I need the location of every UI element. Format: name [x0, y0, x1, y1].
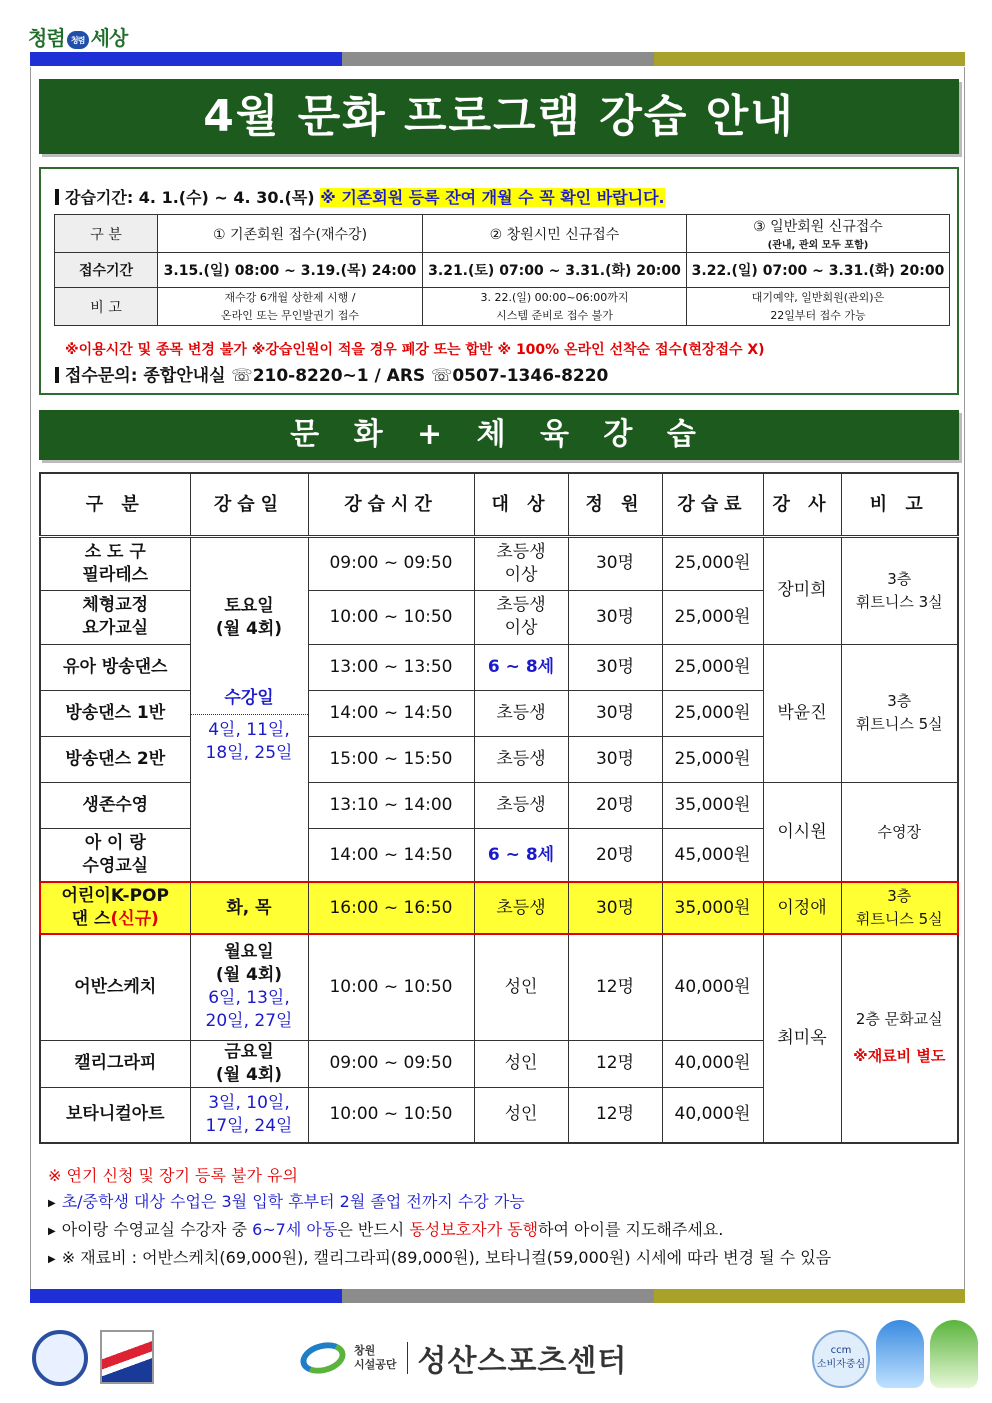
program-name: 방송댄스 1반 — [40, 690, 190, 736]
top-color-stripe — [30, 52, 965, 66]
program-capacity: 12명 — [568, 1087, 662, 1143]
program-fee: 25,000원 — [662, 690, 763, 736]
program-fee: 25,000원 — [662, 644, 763, 690]
mascot-logos — [812, 1320, 978, 1388]
program-target: 초등생 — [474, 690, 568, 736]
page-title: 4월 문화 프로그램 강습 안내 — [39, 79, 959, 154]
program-fee: 40,000원 — [662, 1040, 763, 1087]
contact-line: 접수문의: 종합안내실 ☏210-8220~1 / ARS ☏0507-1346-8220 — [55, 361, 608, 386]
program-fee: 35,000원 — [662, 882, 763, 934]
program-name: 체형교정 요가교실 — [40, 590, 190, 644]
program-target: 6 ~ 8세 — [474, 644, 568, 690]
program-name: 소 도 구 필라테스 — [40, 536, 190, 590]
table-row — [40, 934, 958, 1040]
program-name: 어린이K-POP 댄 스(신규) — [40, 882, 190, 934]
program-time: 15:00 ~ 15:50 — [308, 736, 474, 782]
registration-info-box — [39, 167, 959, 395]
reg-period-existing: 3.15.(일) 08:00 ~ 3.19.(목) 24:00 — [158, 253, 423, 288]
program-time: 10:00 ~ 10:50 — [308, 934, 474, 1040]
program-time: 16:00 ~ 16:50 — [308, 882, 474, 934]
reg-period-citizen: 3.21.(토) 07:00 ~ 3.31.(화) 20:00 — [423, 253, 687, 288]
program-day-friday-dates: 3일, 10일, 17일, 24일 — [190, 1087, 308, 1143]
green-mascot-icon — [930, 1320, 978, 1388]
reg-header-existing: ① 기존회원 접수(재수강) — [158, 215, 423, 253]
program-fee: 45,000원 — [662, 828, 763, 882]
blue-mascot-icon — [876, 1320, 924, 1388]
note-1: ※ 연기 신청 및 장기 등록 불가 유의 — [48, 1166, 298, 1185]
reg-header-general: ③ 일반회원 신규접수 (관내, 관외 모두 포함) — [687, 215, 950, 253]
program-teacher: 박윤진 — [763, 644, 841, 782]
corp-name: 창원 시설공단 — [354, 1344, 397, 1371]
brand-logo: 청렴 청렴 세상 — [28, 26, 128, 50]
program-capacity: 12명 — [568, 934, 662, 1040]
certification-logos — [32, 1330, 154, 1386]
warning-line: ※이용시간 및 종목 변경 불가 ※강습인원이 적을 경우 폐강 또는 합반 ※ 100% 온라인 선착순 접수(현장접수 X) — [65, 342, 765, 358]
program-teacher: 이정애 — [763, 882, 841, 934]
note-4: ▶ ※ 재료비 : 어반스케치(69,000원), 캘리그라피(89,000원), 보타니컬(59,000원) 시세에 따라 변경 될 수 있음 — [48, 1248, 832, 1267]
program-name: 아 이 랑 수영교실 — [40, 828, 190, 882]
col-header-day: 강습일 — [190, 473, 308, 536]
ccm-badge-icon: ccm 소비자중심 — [812, 1330, 870, 1388]
reg-period-general: 3.22.(일) 07:00 ~ 3.31.(화) 20:00 — [687, 253, 950, 288]
program-note: 2층 문화교실 ※재료비 별도 — [841, 934, 958, 1143]
table-row-highlighted — [40, 882, 958, 934]
program-time: 13:10 ~ 14:00 — [308, 782, 474, 828]
reg-note-general: 대기예약, 일반회원(관외)은 22일부터 접수 가능 — [687, 288, 950, 326]
program-capacity: 30명 — [568, 690, 662, 736]
program-target: 초등생 — [474, 882, 568, 934]
period-notice: ※ 기존회원 등록 잔여 개월 수 꼭 확인 바랍니다. — [320, 188, 665, 207]
program-teacher: 장미희 — [763, 536, 841, 644]
certification-flag-icon — [100, 1330, 154, 1384]
program-table — [39, 472, 959, 1144]
registration-table — [54, 214, 950, 326]
program-note: 수영장 — [841, 782, 958, 882]
program-day-friday: 금요일 (월 4회) — [190, 1040, 308, 1087]
section-title: 문 화 + 체 육 강 습 — [39, 410, 959, 460]
bottom-color-stripe — [30, 1289, 965, 1303]
program-note: 3층 휘트니스 5실 — [841, 644, 958, 782]
program-capacity: 30명 — [568, 736, 662, 782]
reg-note-label: 비 고 — [55, 288, 158, 326]
center-logo — [300, 1335, 630, 1381]
note-3: ▶ 아이랑 수영교실 수강자 중 6~7세 아동은 반드시 동성보호자가 동행하여 아이를 지도해주세요. — [48, 1220, 724, 1239]
reg-period-label: 접수기간 — [55, 253, 158, 288]
program-fee: 25,000원 — [662, 736, 763, 782]
program-name: 방송댄스 2반 — [40, 736, 190, 782]
program-teacher: 최미옥 — [763, 934, 841, 1143]
reg-note-citizen: 3. 22.(일) 00:00~06:00까지 시스템 준비로 접수 불가 — [423, 288, 687, 326]
reg-note-existing: 재수강 6개월 상한제 시행 / 온라인 또는 무인발권기 접수 — [158, 288, 423, 326]
program-day-saturday: 토요일 (월 4회) 수강일 4일, 11일, 18일, 25일 — [190, 536, 308, 882]
table-row — [40, 644, 958, 690]
program-target: 성인 — [474, 1087, 568, 1143]
col-header-capacity: 정 원 — [568, 473, 662, 536]
col-header-target: 대 상 — [474, 473, 568, 536]
corp-swirl-icon — [297, 1338, 349, 1379]
program-fee: 40,000원 — [662, 1087, 763, 1143]
program-time: 10:00 ~ 10:50 — [308, 590, 474, 644]
program-time: 09:00 ~ 09:50 — [308, 1040, 474, 1087]
table-row — [40, 536, 958, 590]
col-header-time: 강습시간 — [308, 473, 474, 536]
program-target: 초등생 이상 — [474, 536, 568, 590]
program-name: 보타니컬아트 — [40, 1087, 190, 1143]
program-capacity: 30명 — [568, 536, 662, 590]
program-teacher: 이시원 — [763, 782, 841, 882]
program-fee: 35,000원 — [662, 782, 763, 828]
program-name: 캘리그라피 — [40, 1040, 190, 1087]
reg-header-citizen: ② 창원시민 신규접수 — [423, 215, 687, 253]
program-time: 13:00 ~ 13:50 — [308, 644, 474, 690]
program-target: 초등생 — [474, 736, 568, 782]
program-name: 유아 방송댄스 — [40, 644, 190, 690]
program-capacity: 30명 — [568, 882, 662, 934]
program-target: 성인 — [474, 934, 568, 1040]
program-target: 6 ~ 8세 — [474, 828, 568, 882]
col-header-fee: 강습료 — [662, 473, 763, 536]
program-day-monday: 월요일 (월 4회) 6일, 13일, 20일, 27일 — [190, 934, 308, 1040]
program-time: 10:00 ~ 10:50 — [308, 1087, 474, 1143]
program-note: 3층 휘트니스 5실 — [841, 882, 958, 934]
col-header-category: 구 분 — [40, 473, 190, 536]
program-name: 생존수영 — [40, 782, 190, 828]
note-2: ▶ 초/중학생 대상 수업은 3월 입학 후부터 2월 졸업 전까지 수강 가능 — [48, 1192, 525, 1211]
program-fee: 25,000원 — [662, 536, 763, 590]
program-time: 09:00 ~ 09:50 — [308, 536, 474, 590]
table-row — [40, 782, 958, 828]
col-header-teacher: 강 사 — [763, 473, 841, 536]
program-capacity: 30명 — [568, 644, 662, 690]
human-rights-logo-icon — [32, 1330, 88, 1386]
program-note: 3층 휘트니스 3실 — [841, 536, 958, 644]
program-name: 어반스케치 — [40, 934, 190, 1040]
program-capacity: 12명 — [568, 1040, 662, 1087]
program-time: 14:00 ~ 14:50 — [308, 690, 474, 736]
reg-header-label: 구 분 — [55, 215, 158, 253]
program-target: 초등생 — [474, 782, 568, 828]
program-day: 화, 목 — [190, 882, 308, 934]
program-target: 성인 — [474, 1040, 568, 1087]
program-capacity: 20명 — [568, 782, 662, 828]
program-capacity: 20명 — [568, 828, 662, 882]
program-fee: 40,000원 — [662, 934, 763, 1040]
program-target: 초등생 이상 — [474, 590, 568, 644]
program-capacity: 30명 — [568, 590, 662, 644]
center-name: 성산스포츠센터 — [417, 1344, 628, 1379]
program-time: 14:00 ~ 14:50 — [308, 828, 474, 882]
period-line: 강습기간: 4. 1.(수) ~ 4. 30.(목) ※ 기존회원 등록 잔여 개월 수 꼭 확인 바랍니다. — [55, 185, 665, 208]
col-header-note: 비 고 — [841, 473, 958, 536]
footer-notes — [48, 1163, 831, 1273]
program-fee: 25,000원 — [662, 590, 763, 644]
